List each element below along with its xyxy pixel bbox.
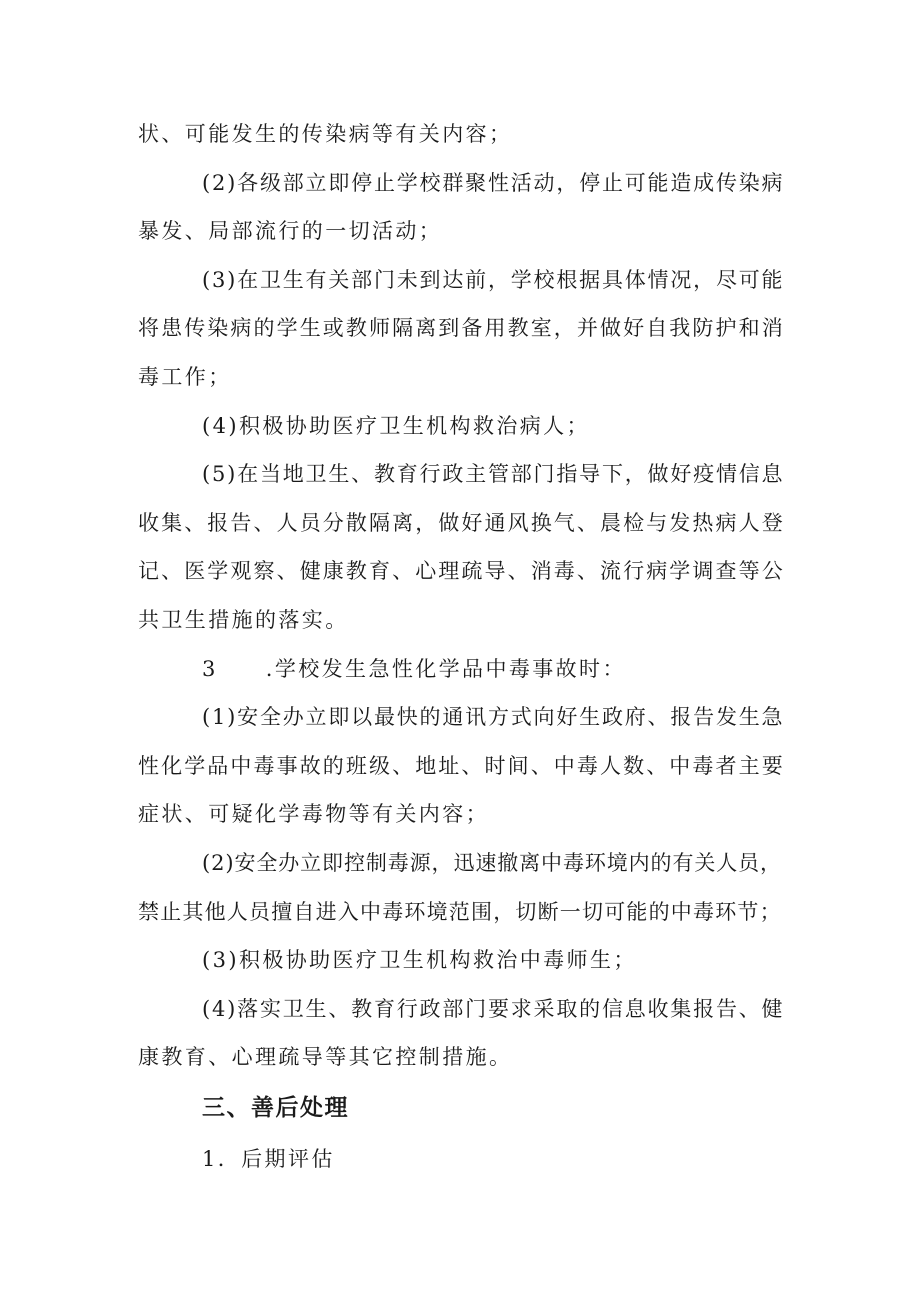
text-line: 性化学品中毒事故的班级、地址、时间、中毒人数、中毒者主要 [138,753,785,778]
item3-text: .学校发生急性化学品中毒事故时： [265,656,626,681]
text-line: (4)积极协助医疗卫生机构救治病人； [202,413,590,438]
text-line: (4)落实卫生、教育行政部门要求采取的信息收集报告、健 [202,996,785,1021]
text-line: 禁止其他人员擅自进入中毒环境范围，切断一切可能的中毒环节； [138,899,782,924]
text-line: (3)积极协助医疗卫生机构救治中毒师生； [202,948,637,973]
text-line: (2)安全办立即控制毒源，迅速撤离中毒环境内的有关人员， [202,850,782,875]
text-line: 暴发、局部流行的一切活动； [138,219,443,244]
text-line: 记、医学观察、健康教育、心理疏导、消毒、流行病学调查等公 [138,559,785,584]
section-heading: 三、善后处理 [202,1094,349,1121]
subsection-title: 1．后期评估 [202,1146,335,1171]
item3-line [138,645,784,694]
text-line: (1)安全办立即以最快的通讯方式向好生政府、报告发生急 [202,705,785,730]
text-line: 收集、报告、人员分散隔离，做好通风换气、晨检与发热病人登 [138,510,785,535]
document-body [138,110,784,1183]
text-line: 将患传染病的学生或教师隔离到备用教室，并做好自我防护和消 [138,316,785,341]
text-line: (5)在当地卫生、教育行政主管部门指导下，做好疫情信息 [202,462,785,487]
text-line: (2)各级部立即停止学校群聚性活动，停止可能造成传染病 [202,170,785,195]
text-line: 症状、可疑化学毒物等有关内容； [138,802,489,827]
text-line: 毒工作； [138,364,232,389]
text-line: (3)在卫生有关部门未到达前，学校根据具体情况，尽可能 [202,267,785,292]
text-line: 状、可能发生的传染病等有关内容； [138,122,513,146]
text-line: 共卫生措施的落实。 [138,607,349,632]
item3-number: 3 [202,656,218,681]
text-line: 康教育、心理疏导等其它控制措施。 [138,1045,513,1070]
